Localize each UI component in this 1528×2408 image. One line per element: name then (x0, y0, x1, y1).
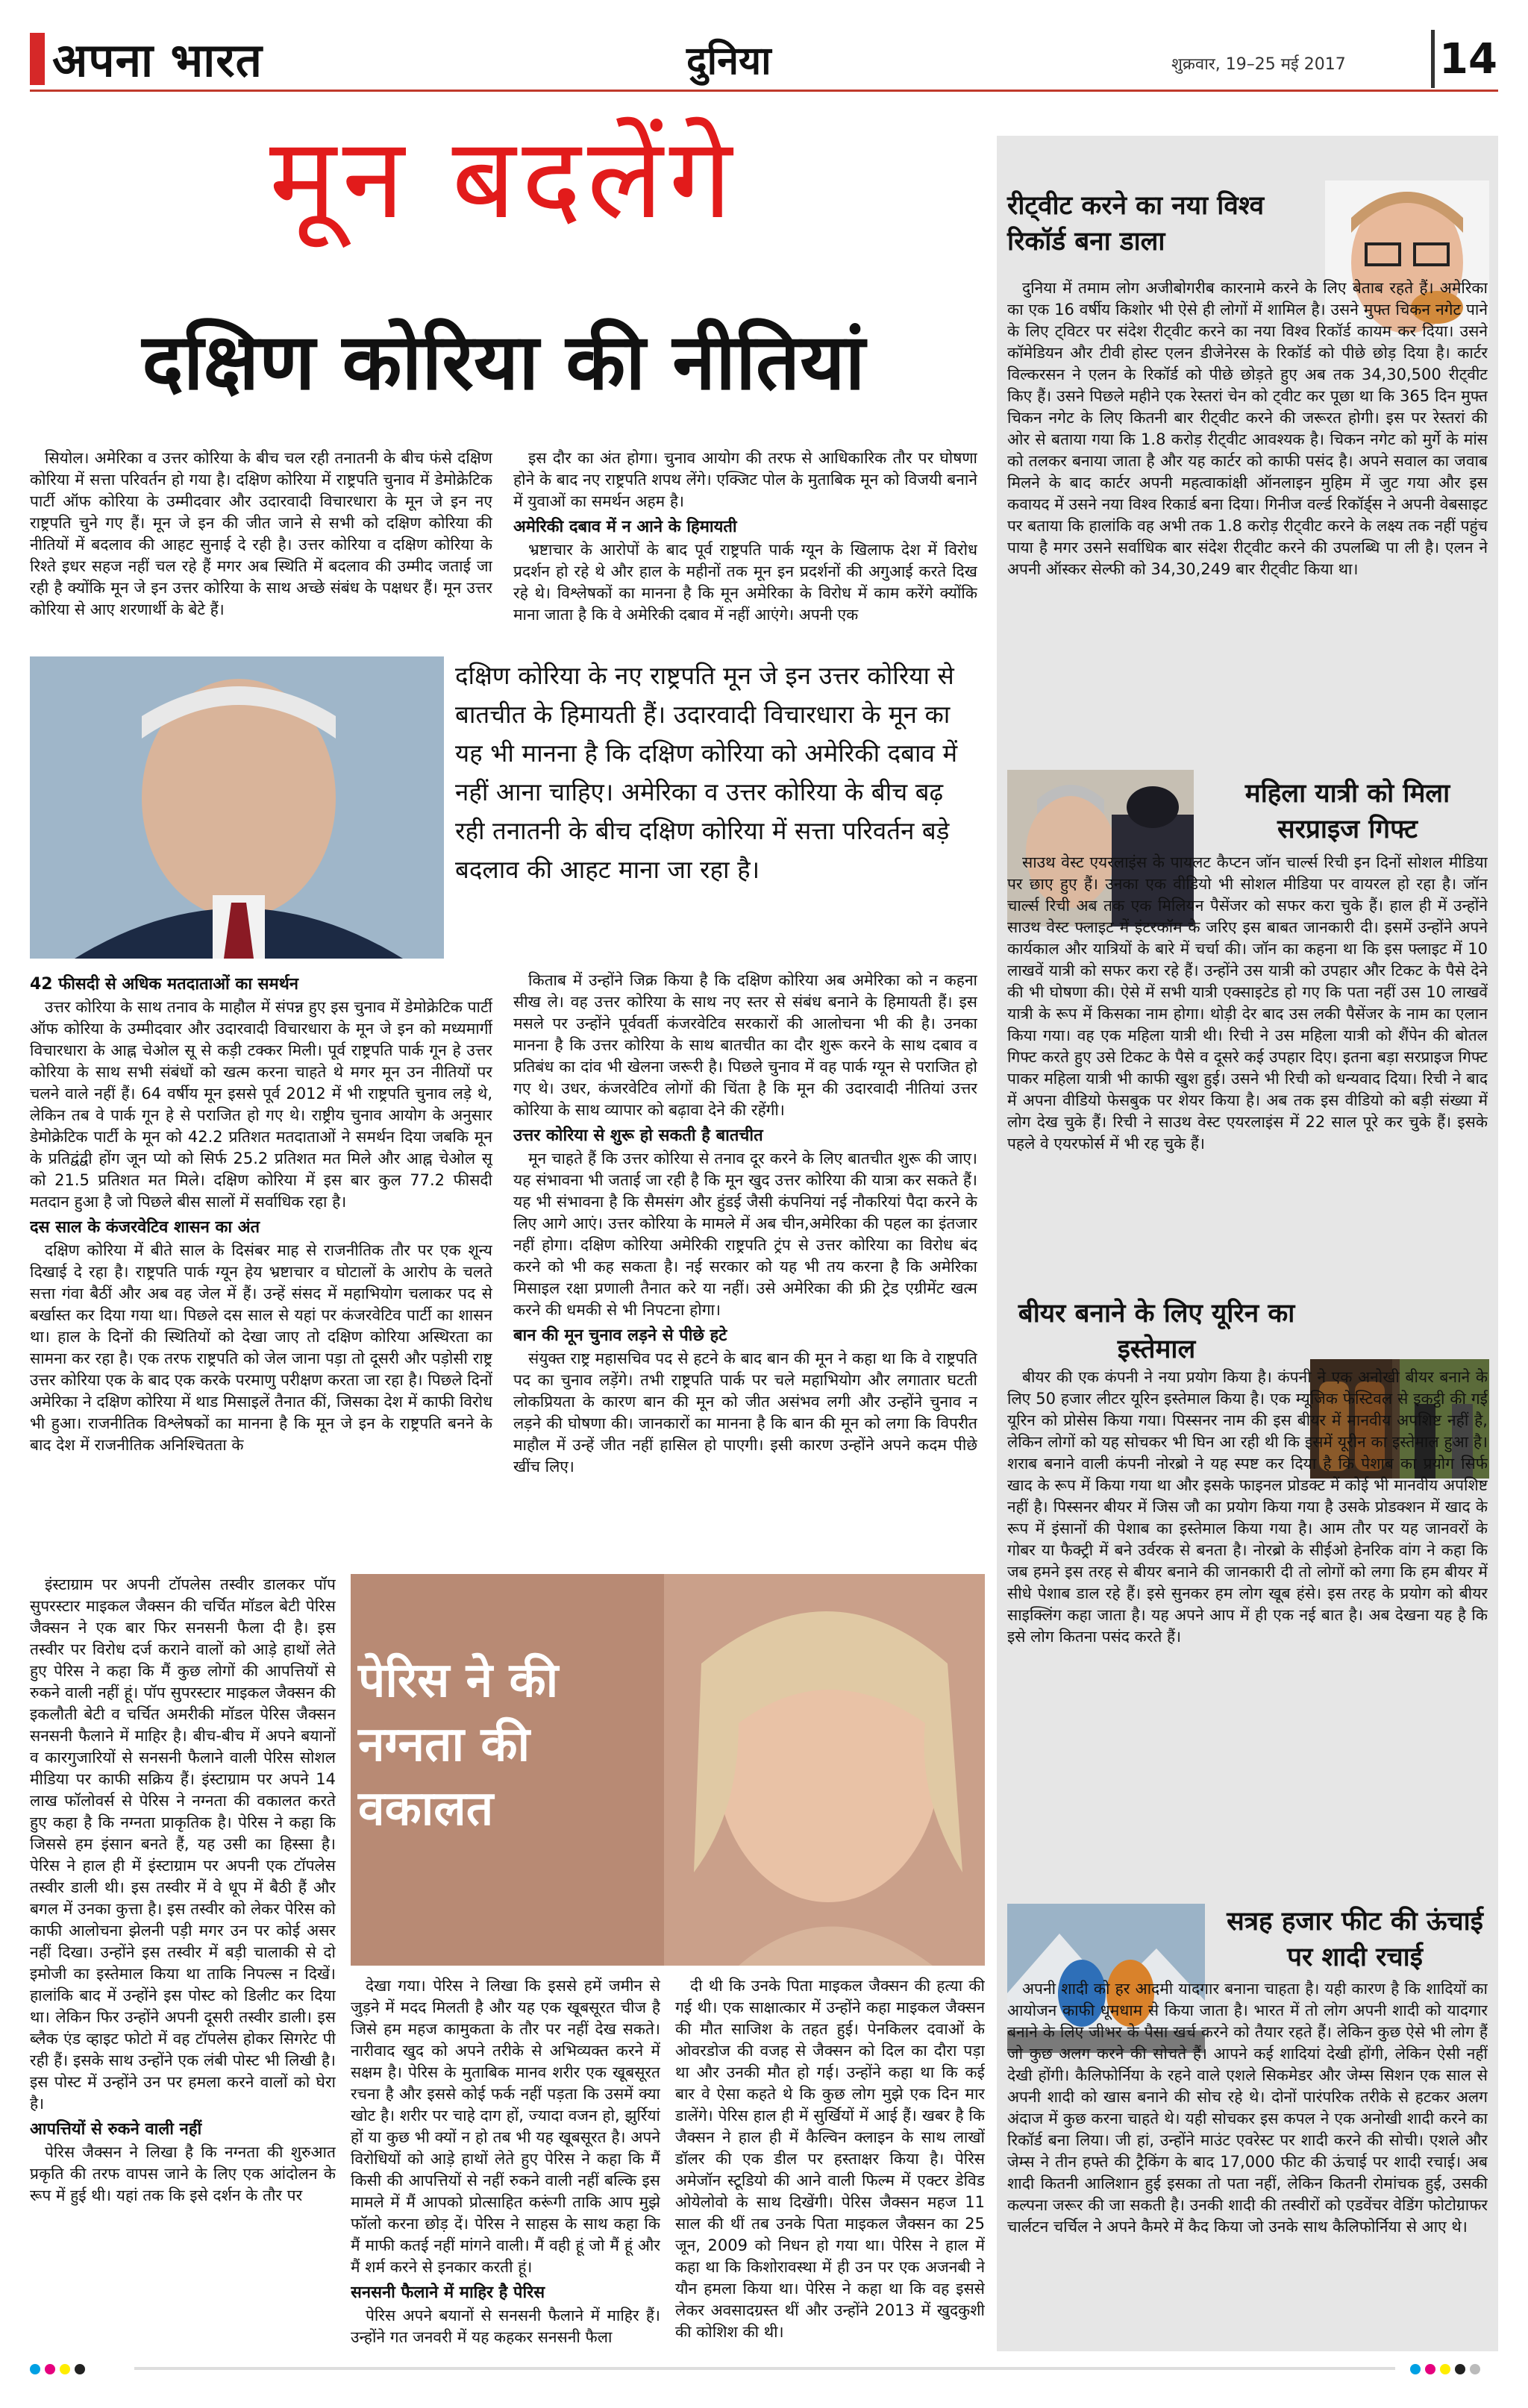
story4-title: सत्रह हजार फीट की ऊंचाई पर शादी रचाई (1227, 1907, 1483, 1972)
color-dot-icon (1425, 2364, 1435, 2374)
subhead-us-pressure: अमेरिकी दबाव में न आने के हिमायती (513, 518, 737, 536)
dateline: शुक्रवार, 19–25 मई 2017 (1171, 55, 1346, 74)
brand-name: अपना भारत (52, 33, 263, 87)
subhead-voter-support: 42 फीसदी से अधिक मतदाताओं का समर्थन (30, 975, 298, 994)
color-dot-icon (60, 2364, 70, 2374)
paris-col1: इंस्टाग्राम पर अपनी टॉपलेस तस्वीर डालकर पॉप सुपरस्टार माइकल जैक्सन की चर्चित मॉडल बेटी पेरिस जैक्सन ने एक बार फिर सनसनी फैला दी है। इस तस्वीर पर विरोध दर्ज कराने वालों को आड़े हाथों लेते हुए पेरिस ने कहा कि मैं कुछ लोगों की आपत्तियों से रुकने वाली नहीं हूं। पॉप सुपरस्टार माइकल जैक्सन की इकलौती बेटी व चर्चित अमरीकी मॉडल पेरिस जैक्सन सनसनी फैलाने में माहिर है। बीच-बीच में अपने बयानों व कारगुजारियों से सनसनी फैलाने वाली पेरिस सोशल मीडिया पर काफी सक्रिय हैं। इंस्टाग्राम पर अपने 14 लाख फॉलोवर्स से पेरिस ने नग्नता की वकालत करते हुए कहा है कि नग्नता प्राकृतिक है। पेरिस ने कहा कि जिससे हम इंसान बनते हैं, यह उसी का हिस्सा है। पेरिस ने हाल ही में इंस्टाग्राम पर अपनी एक टॉपलेस तस्वीर डाली थी। इस तस्वीर में वे धूप में बैठी हैं और बगल में उनका कुत्ता है। इस तस्वीर को लेकर पेरिस को काफी आलोचना झेलनी पड़ी मगर उन पर कोई असर नहीं दिखा। उन्होंने इस तस्वीर में बड़ी चालाकी से दो इमोजी का इस्तेमाल किया था ताकि निपल्स न दिखें। हालांकि बाद में उन्होंने इस पोस्ट को डिलीट कर दिया था। लेकिन फिर उन्होंने अपनी दूसरी तस्वीर डाली। इस ब्लैक एंड व्हाइट फोटो में वह टॉपलेस होकर सिगरेट पी रही हैं। इसके साथ उन्होंने एक लंबी पोस्ट भी लिखी है। इस पोस्ट में उन्होंने उन पर हमला करने वालों को घेरा है। आपत्तियों से रुकने वाली नहीं पेरिस जैक्सन ने लिखा है कि नग्नता की शुरुआत प्रकृति की तरफ वापस जाने के लिए एक आंदोलन के रूप में हुई थी। यहां तक कि इसे दर्शन के तौर पर (30, 1575, 336, 2204)
brand (30, 30, 263, 88)
color-dot-icon (1440, 2364, 1450, 2374)
footer-dots-left (30, 2363, 90, 2377)
color-dot-icon (75, 2364, 85, 2374)
lead-body-col1: 42 फीसदी से अधिक मतदाताओं का समर्थन उत्तर कोरिया के साथ तनाव के माहौल में संपन्न हुए इस चुनाव में डेमोक्रेटिक पार्टी ऑफ कोरिया के उम्मीदवार और उदारवादी विचारधारा के मून जे इन को मध्यमार्गी विचारधारा के आह्न चेओल सू से कड़ी टक्कर मिली। पूर्व राष्ट्रपति पार्क गून हे उत्तर कोरिया के साथ सभी संबंधों को खत्म करना चाहते थे मगर मून उन नीतियों पर चलने वाले नहीं हैं। 64 वर्षीय मून इससे पूर्व 2012 में भी राष्ट्रपति चुनाव लड़े थे, लेकिन तब वे पार्क गून हे से पराजित हो गए थे। राष्ट्रीय चुनाव आयोग के अनुसार डेमोक्रेटिक पार्टी के मून को 42.2 प्रतिशत मतदाताओं ने समर्थन दिया जबकि मून के प्रतिद्वंद्वी होंग जून प्यो को सिर्फ 25.2 प्रतिशत मत मिले और आह्न चेओल सू को 21.5 प्रतिशत मत मिले। दक्षिण कोरिया में इस बार कुल 77.2 फीसदी मतदान हुआ है जो पिछले बीस सालों में सर्वाधिक रहा है। दस साल के कंजरवेटिव शासन का अंत दक्षिण कोरिया में बीते साल के दिसंबर माह से राजनीतिक तौर पर एक शून्य दिखाई दे रहा है। राष्ट्रपति पार्क ग्यून हेय भ्रष्टाचार व घोटालों के आरोप के चलते सत्ता गंवा बैठीं और अब वह जेल में हैं। उन्हें संसद में महाभियोग चलाकर पद से बर्खास्त कर दिया गया था। पिछले दस साल से यहां पर कंजरवेटिव पार्टी का शासन था। हाल के दिनों की स्थितियों को देखा जाए तो दक्षिण कोरिया अस्थिरता का सामना कर रहा है। एक तरफ राष्ट्रपति को जेल जाना पड़ा तो दूसरी और पड़ोसी राष्ट्र उत्तर कोरिया एक के बाद एक करके परमाणु परीक्षण करता जा रहा है। पिछले दिनों अमेरिका ने दक्षिण कोरिया में थाड मिसाइलें तैनात कीं, जिसका देश में काफी विरोध भी हुआ। राजनीतिक विश्लेषकों का मानना है कि मून जे इन के राष्ट्रपति बनने के बाद देश में राजनीतिक अनिश्चितता के (30, 975, 492, 1454)
right-sidebar (997, 136, 1498, 2351)
footer-dots-right (1410, 2363, 1485, 2377)
color-dot-icon (1455, 2364, 1465, 2374)
paris-col3: दी थी कि उनके पिता माइकल जैक्सन की हत्या की गई थी। एक साक्षात्कार में उन्होंने कहा माइकल जैक्सन की मौत साजिश के तहत हुई। पेनकिलर दवाओं के ओवरडोज की वजह से जैक्सन को दिल का दौरा पड़ा था और उनकी मौत हो गई। उन्होंने कहा था कि कई बार वे ऐसा कहते थे कि कुछ लोग मुझे एक दिन मार डालेंगे। पेरिस हाल ही में सुर्खियों में आई हैं। खबर है कि जैक्सन ने हाल ही में कैल्विन क्लाइन के साथ लाखों डॉलर की एक डील पर हस्ताक्षर किया है। पेरिस अमेजॉन स्टूडियो की आने वाली फिल्म में एक्टर डेविड ओयेलोवो के साथ दिखेंगी। पेरिस जैक्सन महज 11 साल की थीं तब उनके पिता माइकल जैक्सन का 25 जून, 2009 को निधन हो गया था। पेरिस ने हाल में कहा था कि किशोरावस्था में ही उन पर एक अजनबी ने यौन हमला किया था। पेरिस ने कहा था कि वह इससे लेकर अवसादग्रस्त थीं और उन्होंने 2013 में खुदकुशी की कोशिश की थी। (675, 1977, 985, 2341)
headline-sub: दक्षिण कोरिया की नीतियां (142, 316, 865, 407)
masthead (30, 30, 1498, 92)
color-dot-icon (30, 2364, 40, 2374)
moon-photo (30, 656, 444, 959)
story3-text: बीयर की एक कंपनी ने नया प्रयोग किया है। कंपनी ने एक अनोखी बीयर बनाने के लिए 50 हजार लीटर यूरिन इस्तेमाल किया है। एक म्यूजिक फेस्टिवल से इकट्ठी की गई यूरिन को प्रोसेस किया गया। पिस्सनर नाम की इस बीयर में मानवीय अपशिष्ट नहीं है, लेकिन लोगों को यह सोचकर भी घिन आ रही थी कि इसमें यूरीन का इस्तेमाल हुआ है। शराब बनाने वाली कंपनी नोरब्रो ने यह स्पष्ट कर दिया है कि पेशाब का प्रयोग सिर्फ खाद के रूप में किया गया था और इसके फाइनल प्रोडक्ट में कोई भी मानवीय अपशिष्ट नहीं है। पिस्सनर बीयर में जिस जौ का प्रयोग किया गया है उसके प्रोडक्शन में खाद के रूप में इंसानों की पेशाब का इस्तेमाल किया गया है। आम तौर पर यह जानवरों के गोबर या फैक्ट्री में बने उर्वरक से बनता है। नोरब्रो के सीईओ हेनरिक वांग ने कहा कि जब हमने इस तरह से बीयर बनाने की जानकारी दी तो लोगों को लगा कि हम बीयर में सीधे पेशाब डाल रहे हैं। इसे सुनकर हम लोग खूब हंसे। इस तरह के प्रयोग को बीयर साइक्लिंग कहा जाता है। यह अपने आप में ही एक नई बात है। अब देखना यह है कि इसे लोग कितना पसंद करते हैं। (1007, 1368, 1488, 1646)
color-dot-icon (1470, 2364, 1480, 2374)
story2-text: साउथ वेस्ट एयरलाइंस के पायलट कैप्टन जॉन चार्ल्स रिची इन दिनों सोशल मीडिया पर छाए हुए हैं। उनका एक वीडियो भी सोशल मीडिया पर वायरल हो रहा है। जॉन चार्ल्स रिची अब तक एक मिलियन पैसेंजर को सफर करा चुके हैं। हाल ही में उन्होंने साउथ वेस्ट फ्लाइट में इंटरकॉम के जरिए इस बाबत जानकारी दी। इसमें उन्होंने अपने कार्यकाल और यात्रियों के बारे में चर्चा की। जॉन का कहना था कि इस फ्लाइट में 10 लाखवें यात्री को सफर करा रहे हैं। उन्होंने उस यात्री को उपहार और टिकट के पैसे देने की भी घोषणा की। ऐसे में सभी यात्री एक्साइटेड हो गए कि पता नहीं उस 10 लाखवें यात्री के रूप में किसका नाम होगा। थोड़ी देर बाद उस लकी पैसेंजर के नाम का एलान किया गया। वह एक महिला यात्री थी। रिची ने उस महिला यात्री को शैंपेन की बोतल गिफ्ट करते हुए उसे टिकट के पैसे व दूसरे कई उपहार दिए। इतना बड़ा सरप्राइज गिफ्ट पाकर महिला यात्री भी काफी खुश हुई। उसने भी रिची को धन्यवाद दिया। रिची ने बाद में अपना वीडियो फेसबुक पर शेयर किया है। अब तक इस वीडियो को बड़ी संख्या में लोग देख चुके हैं। रिची ने साउथ वेस्ट एयरलाइंस में 22 साल पूरे कर चुके हैं। इसके पहले वे एयरफोर्स में भी रह चुके हैं। (1007, 853, 1488, 1153)
lead-intro-col1: सियोल। अमेरिका व उत्तर कोरिया के बीच चल रही तनातनी के बीच फंसे दक्षिण कोरिया में सत्ता परिवर्तन हो गया है। दक्षिण कोरिया में राष्ट्रपति चुनाव में डेमोक्रेटिक पार्टी ऑफ कोरिया के उम्मीदवार और उदारवादी विचारधारा के मून जे इन नए राष्ट्रपति चुने गए हैं। मून जे इन की जीत जाने से सभी को दक्षिण कोरिया की नीतियों में बदलाव की आहट सुनाई दे रही है। उत्तर कोरिया व दक्षिण कोरिया के रिश्ते इधर सहज नहीं चल रहे हैं मगर अब स्थिति में बदलाव की उम्मीद जताई जा रही है क्योंकि मून जे इन उत्तर कोरिया के साथ अच्छे संबंध के पक्षधर हैं। मून उत्तर कोरिया से आए शरणार्थी के बेटे हैं। (30, 449, 492, 618)
color-dot-icon (1410, 2364, 1421, 2374)
subhead-objections: आपत्तियों से रुकने वाली नहीं (30, 2120, 202, 2139)
subhead-sensation: सनसनी फैलाने में माहिर है पेरिस (351, 2283, 545, 2302)
story2-title: महिला यात्री को मिला सरप्राइज गिफ्ट (1244, 779, 1450, 844)
pullquote: दक्षिण कोरिया के नए राष्ट्रपति मून जे इन उत्तर कोरिया से बातचीत के हिमायती हैं। उदारवादी विचारधारा के मून का यह भी मानना है कि दक्षिण कोरिया को अमेरिकी दबाव में नहीं आना चाहिए। अमेरिका व उत्तर कोरिया के बीच बढ़ रही तनातनी के बीच दक्षिण कोरिया में सत्ता परिवर्तन बड़े बदलाव की आहट माना जा रहा है। (455, 661, 958, 884)
story3-title: बीयर बनाने के लिए यूरिन का इस्तेमाल (1018, 1299, 1295, 1364)
footer-color-bar (30, 2363, 1498, 2381)
lead-intro-col2: इस दौर का अंत होगा। चुनाव आयोग की तरफ से आधिकारिक तौर पर घोषणा होने के बाद नए राष्ट्रपति शपथ लेंगे। एक्जिट पोल के मुताबिक मून को विजयी बनाने में युवाओं का समर्थन अहम है। अमेरिकी दबाव में न आने के हिमायती भ्रष्टाचार के आरोपों के बाद पूर्व राष्ट्रपति पार्क ग्यून के खिलाफ देश में विरोध प्रदर्शन हो रहे थे और हाल के महीनों तक मून इन प्रदर्शनों की अगुआई करते दिख रहे थे। विश्लेषकों का मानना है कि मून अमेरिका के विरोध में काम करेंगे क्योंकि माना जाता है कि वे अमेरिकी दबाव में नहीं आएंगे। अपनी एक (513, 449, 977, 624)
story4-text: अपनी शादी को हर आदमी यादगार बनाना चाहता है। यही कारण है कि शादियों का आयोजन काफी धूमधाम से किया जाता है। भारत में तो लोग अपनी शादी को यादगार बनाने के लिए जीभर के पैसा खर्च करने को तैयार रहते हैं। लेकिन कुछ ऐसे भी लोग हैं जो कुछ अलग करने की सोचते हैं। आपने कई शादियां देखी होंगी, लेकिन ऐसी नहीं देखी होंगी। कैलिफोर्निया के रहने वाले एशले सिकमेडर और जेम्स सिशन एक साल से अपनी शादी को खास बनाने की सोच रहे थे। दोनों पारंपरिक तरीके से हटकर अलग अंदाज में कुछ करना चाहते थे। यही सोचकर इस कपल ने एक अनोखी शादी करने का रिकॉर्ड बना लिया। जी हां, उन्होंने माउंट एवरेस्ट पर शादी करने की सोची। एशले और जेम्स ने तीन हफ्ते की ट्रैकिंग के बाद 17,000 फीट की ऊंचाई पर शादी रचाई। अब शादी कितनी आलिशान हुई इसका तो पता नहीं, लेकिन कितनी रोमांचक हुई, उसकी कल्पना जरूर की जा सकती है। उनकी शादी की तस्वीरों को एडवेंचर वेडिंग फोटोग्राफर चार्लटन चर्चिल ने अपने कैमरे में कैद किया जो उनके साथ कैलिफोर्निया से आए थे। (1007, 1980, 1488, 2236)
page-number: 14 (1431, 30, 1502, 88)
footer-rule (134, 2367, 1395, 2370)
headline-main: मून बदलेंगे (269, 114, 739, 244)
story1-text: दुनिया में तमाम लोग अजीबोगरीब कारनामे करने के लिए बेताब रहते हैं। अमेरिका का एक 16 वर्षीय किशोर भी ऐसे ही लोगों में शामिल है। उसने मुफ्त चिकन नगेट पाने के लिए ट्विटर पर संदेश रीट्वीट करने का नया विश्व रिकॉर्ड कायम कर दिया। उसने कॉमेडियन और टीवी होस्ट एलन डीजेनेरस के रिकॉर्ड को पीछे छोड़ दिया है। कार्टर विल्करसन ने एलन के रिकॉर्ड को पीछे छोड़ते हुए अब तक 34,30,500 रीट्वीट किए हैं। उसने पिछले महीने एक रेस्तरां चेन को ट्वीट कर पूछा था कि 365 दिन मुफ्त चिकन नगेट के लिए कितनी बार रीट्वीट करने की जरूरत होगी। इस पर रेस्तरां की ओर से बताया गया कि 1.8 करोड़ रीट्वीट आवश्यक है। चिकन नगेट को मुर्गे के मांस को तलकर बनाया जाता है और यह कार्टर को काफी पसंद है। अपने सवाल का जवाब मिलने के बाद कार्टर अपनी महत्वाकांक्षी ऑनलाइन मुहिम में जुट गया और इस कवायद में उसने नया विश्व रिकार्ड बना दिया। गिनीज वर्ल्ड रिकॉर्ड्स ने अपनी वेबसाइट पर बताया कि हालांकि वह अभी तक 1.8 करोड़ रीट्वीट करने के लक्ष्य तक नहीं पहुंच पाया है मगर उसने सर्वाधिक बार संदेश रीट्वीट करने की उपलब्धि पा ली है। एलन ने अपनी ऑस्कर सेल्फी को 34,30,249 बार रीट्वीट किया था। (1007, 279, 1488, 578)
color-dot-icon (45, 2364, 55, 2374)
subhead-conservative-end: दस साल के कंजरवेटिव शासन का अंत (30, 1218, 260, 1237)
paris-col2: देखा गया। पेरिस ने लिखा कि इससे हमें जमीन से जुड़ने में मदद मिलती है और यह एक खूबसूरत चीज है जिसे हम महज कामुकता के तौर पर नहीं देख सकते। नारीवाद खुद को अपने तरीके से अभिव्यक्त करने में सक्षम है। पेरिस के मुताबिक मानव शरीर एक खूबसूरत रचना है और इससे कोई फर्क नहीं पड़ता कि उसमें क्या खोट है। शरीर पर चाहे दाग हों, ज्यादा वजन हो, झुर्रियां हों या कुछ भी क्यों न हो तब भी यह खूबसूरत है। अपने विरोधियों को आड़े हाथों लेते हुए पेरिस ने कहा कि मैं किसी की आपत्तियों से नहीं रुकने वाली नहीं बल्कि इस मामले में मैं आपको प्रोत्साहित करूंगी ताकि आप मुझे फॉलो करना छोड़ दें। पेरिस ने साहस के साथ कहा कि मैं माफी कतई नहीं मांगने वाली। मैं वही हूं जो मैं हूं और मैं शर्म करने से इनकार करती हूं। सनसनी फैलाने में माहिर है पेरिस पेरिस अपने बयानों से सनसनी फैलाने में माहिर हैं। उन्होंने गत जनवरी में यह कहकर सनसनी फैला (351, 1977, 660, 2346)
brand-mark-icon (30, 33, 45, 85)
section-name: दुनिया (686, 38, 771, 84)
lead-body-col2: किताब में उन्होंने जिक्र किया है कि दक्षिण कोरिया अब अमेरिका को न कहना सीख ले। वह उत्तर कोरिया के साथ नए स्तर से संबंध बनाने के हिमायती हैं। इस मसले पर उन्होंने पूर्ववर्ती कंजरवेटिव सरकारों की आलोचना भी की है। उनका मानना है कि उत्तर कोरिया के साथ बातचीत का दौर शुरू करने के साथ दबाव व प्रतिबंध का दांव भी खेलना जरूरी है। पिछले चुनाव में वह पार्क ग्यून से पराजित हो गए थे। उधर, कंजरवेटिव लोगों की चिंता है कि मून की उदारवादी नीतियां उत्तर कोरिया के साथ व्यापार को बढ़ावा देने की रहेंगी। उत्तर कोरिया से शुरू हो सकती है बातचीत मून चाहते हैं कि उत्तर कोरिया से तनाव दूर करने के लिए बातचीत शुरू की जाए। यह संभावना भी जताई जा रही है कि मून खुद उत्तर कोरिया की यात्रा कर सकते हैं। यह भी संभावना है कि सैमसंग और हुंडई जैसी कंपनियां नई नौकरियां पैदा करने के लिए आगे आएं। उत्तर कोरिया के मामले में अब चीन,अमेरिका की पहल का इंतजार नहीं होगा। दक्षिण कोरिया अमेरिकी राष्ट्रपति ट्रंप से उत्तर कोरिया का विरोध बंद करने को भी कह सकता है। नई सरकार को यह भी तय करना है कि अमेरिका मिसाइल रक्षा प्रणाली तैनात करे या नहीं। उसे अमेरिका की फ्री ट्रेड एग्रीमेंट खत्म करने की धमकी से भी निपटना होगा। बान की मून चुनाव लड़ने से पीछे हटे संयुक्त राष्ट्र महासचिव पद से हटने के बाद बान की मून ने कहा था कि वे राष्ट्रपति पद का चुनाव लड़ेंगे। तभी राष्ट्रपति पार्क पर चले महाभियोग और लगातार घटती लोकप्रियता के कारण बान की मून को जीत असंभव लगी और उन्होंने चुनाव न लड़ने की घोषणा की। जानकारों का मानना है कि बान की मून को लगा कि विपरीत माहौल में उन्हें जीत नहीं हासिल हो पाएगी। इसी कारण उन्होंने अपने कदम पीछे खींच लिए। (513, 971, 977, 1476)
subhead-talks: उत्तर कोरिया से शुरू हो सकती है बातचीत (513, 1126, 763, 1145)
story1-title: रीट्वीट करने का नया विश्व रिकॉर्ड बना डाला (1007, 191, 1265, 257)
paris-title: पेरिस ने की नग्नता की वकालत (358, 1653, 559, 1837)
subhead-ban-ki-moon: बान की मून चुनाव लड़ने से पीछे हटे (513, 1326, 727, 1345)
